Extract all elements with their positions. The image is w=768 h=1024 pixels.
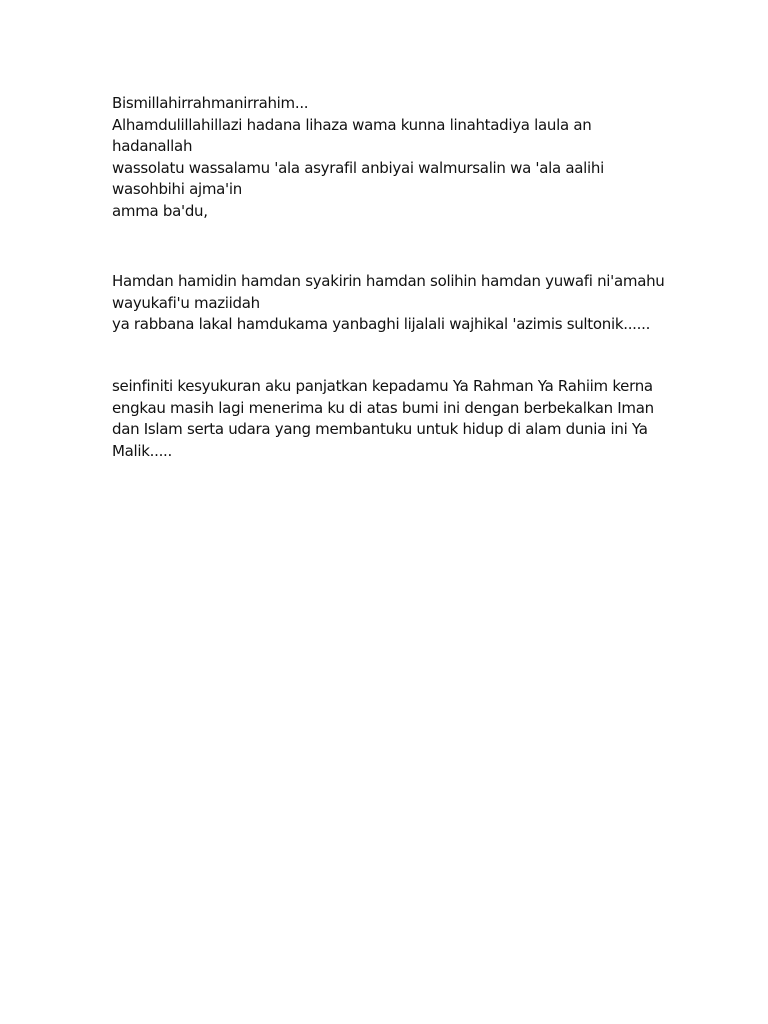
text-line: seinfiniti kesyukuran aku panjatkan kepadamu Ya Rahman Ya Rahiim kerna xyxy=(112,377,653,395)
text-line: Hamdan hamidin hamdan syakirin hamdan solihin hamdan yuwafi ni'amahu xyxy=(112,272,665,290)
paragraph-praise xyxy=(112,271,672,336)
text-line: amma ba'du, xyxy=(112,201,208,220)
paragraph-opening xyxy=(112,93,672,222)
text-line: Malik..... xyxy=(112,441,172,460)
text-line: engkau masih lagi menerima ku di atas bumi ini dengan berbekalkan Iman xyxy=(112,398,654,417)
text-line: dan Islam serta udara yang membantuku untuk hidup di alam dunia ini Ya xyxy=(112,420,648,438)
text-line: hadanallah xyxy=(112,137,193,155)
text-line: wayukafi'u maziidah xyxy=(112,293,260,312)
text-line: wassolatu wassalamu 'ala asyrafil anbiyai walmursalin wa 'ala aalihi xyxy=(112,158,604,177)
paragraph-gratitude xyxy=(112,376,672,462)
text-line: Bismillahirrahmanirrahim... xyxy=(112,94,309,112)
text-line: wasohbihi ajma'in xyxy=(112,180,242,198)
text-line: Alhamdulillahillazi hadana lihaza wama kunna linahtadiya laula an xyxy=(112,115,592,134)
text-line: ya rabbana lakal hamdukama yanbaghi lijalali wajhikal 'azimis sultonik...... xyxy=(112,315,651,333)
